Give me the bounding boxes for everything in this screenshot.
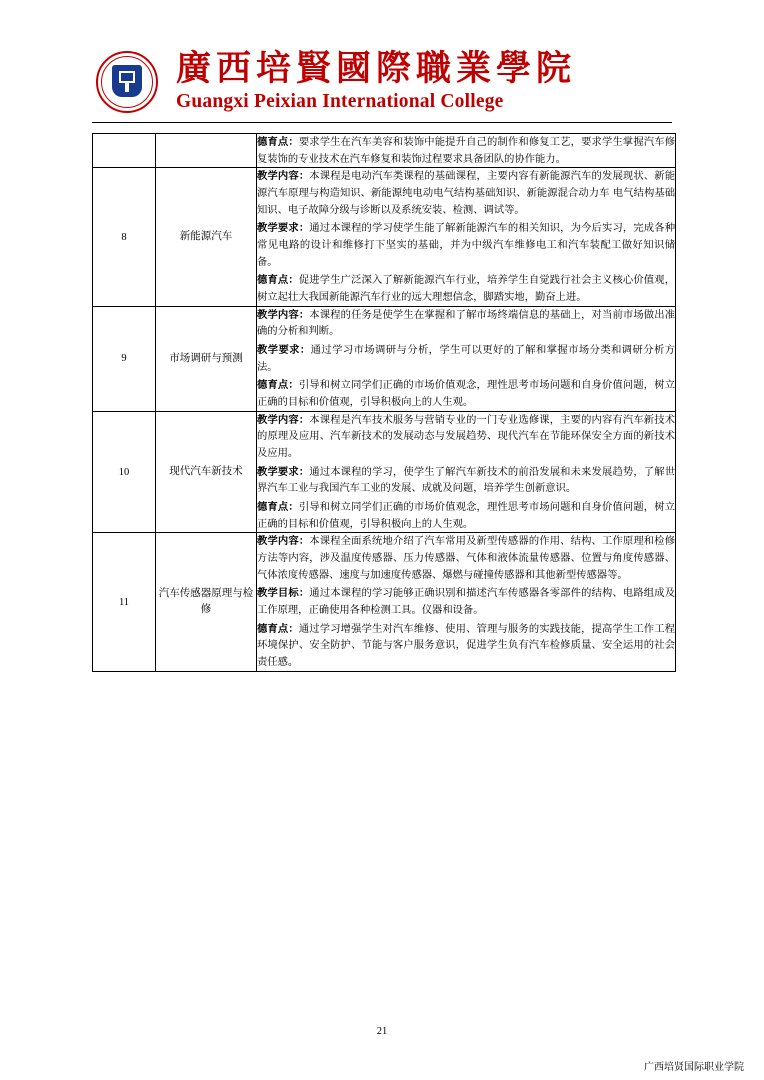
header-divider [92,122,672,123]
course-name: 市场调研与预测 [156,306,257,411]
description-paragraph [257,134,675,167]
paragraph-label: 德育点： [257,136,299,148]
paragraph-text: 通过本课程的学习，使学生了解汽车新技术的前沿发展和未来发展趋势，了解世界汽车工业与我国汽车工业的发展、成就及问题，培养学生创新意识。 [257,465,676,495]
page-number: 21 [376,1026,388,1037]
row-number: 11 [93,533,156,671]
college-english-title: Guangxi Peixian International College [176,91,504,113]
header-titles [172,49,672,115]
table-row [93,134,676,168]
paragraph-label: 德育点： [257,274,299,287]
paragraph-text: 本课程全面系统地介绍了汽车常用及新型传感器的作用、结构、工作原理和检修方法等内容，涉及温度传感器、压力传感器、气体和液体流量传感器、位置与角度传感器、气体浓度传感器、速度与加速度传感器、爆燃与碰撞传感器和其他新型传感器等。 [257,535,676,581]
paragraph-label: 教学要求： [257,344,311,357]
course-description [257,168,676,306]
paragraph-label: 德育点： [257,501,299,514]
description-paragraph [257,533,675,583]
description-paragraph [257,272,675,305]
course-description [257,533,676,671]
table-row [93,168,676,306]
paragraph-label: 德育点： [257,379,299,392]
row-number: 10 [93,411,156,533]
paragraph-text: 本课程是汽车技术服务与营销专业的一门专业选修课，主要的内容有汽车新技术的原理及应用、汽车新技术的发展动态与发展趋势、现代汽车在节能环保安全方面的新技术及应用。 [257,413,676,460]
college-crest-icon [92,49,164,115]
course-description [257,134,676,168]
table-row [93,306,676,411]
course-description [257,306,676,411]
footer-organization: 广西培贤国际职业学院 [644,1062,744,1073]
description-paragraph [257,585,675,618]
paragraph-label: 教学内容： [257,413,310,426]
paragraph-label: 教学要求： [257,222,310,235]
paragraph-label: 德育点： [257,622,299,635]
row-number: 9 [93,306,156,411]
paragraph-label: 教学要求： [257,465,310,478]
course-description [257,411,676,533]
description-paragraph [257,464,675,497]
course-name: 新能源汽车 [156,168,257,306]
paragraph-text: 通过学习增强学生对汽车维修、使用、管理与服务的实践技能，提高学生工作工程环境保护、安全防护、节能与客户服务意识，促进学生负有汽车检修质量、安全运用的社会责任感。 [257,622,676,669]
course-name: 现代汽车新技术 [156,411,257,533]
course-name [156,134,257,168]
paragraph-text: 通过本课程的学习能够正确识别和描述汽车传感器各零部件的结构、电路组成及工作原理，正确使用各种检测工具。仪器和设备。 [257,587,676,617]
document-header [92,44,672,120]
description-paragraph [257,342,675,375]
description-paragraph [257,220,675,270]
description-paragraph [257,307,675,340]
paragraph-text: 通过学习市场调研与分析，学生可以更好的了解和掌握市场分类和调研分析方法。 [257,344,676,373]
row-number: 8 [93,168,156,306]
paragraph-text: 引导和树立同学们正确的市场价值观念，理性思考市场问题和自身价值问题，树立正确的目标和价值观，引导积极向上的人生观。 [257,501,676,530]
paragraph-label: 教学内容： [257,308,310,321]
paragraph-text: 本课程的任务是使学生在掌握和了解市场终端信息的基础上，对当前市场做出准确的分析和判断。 [257,308,676,338]
description-paragraph [257,621,675,671]
description-paragraph [257,499,675,532]
paragraph-label: 教学目标： [257,587,310,600]
paragraph-text: 本课程是电动汽车类课程的基础课程，主要内容有新能源汽车的发展现状、新能源汽车原理与构造知识、新能源纯电动电气结构基础知识、新能源混合动力车 电气结构基础知识、电子故障分级与诊断以及系统安装、检测、调试等。 [257,170,676,216]
table-row [93,411,676,533]
description-paragraph [257,412,675,462]
paragraph-text: 引导和树立同学们正确的市场价值观念，理性思考市场问题和自身价值问题，树立正确的目标和价值观，引导积极向上的人生观。 [257,379,676,409]
paragraph-text: 通过本课程的学习使学生能了解新能源汽车的相关知识，为今后实习，完成各种常见电路的设计和维修打下坚实的基础，并为中级汽车维修电工和汽车装配工做好知识储备。 [257,222,676,268]
college-chinese-title: 廣西培賢國際職業學院 [176,48,577,90]
course-description-table [92,133,676,672]
paragraph-label: 教学内容： [257,170,310,183]
paragraph-text: 促进学生广泛深入了解新能源汽车行业，培养学生自觉践行社会主义核心价值观，树立起壮大我国新能源汽车行业的远大理想信念，脚踏实地，勤奋上进。 [257,274,676,304]
paragraph-text: 要求学生在汽车美容和装饰中能提升自己的制作和修复工艺，要求学生掌握汽车修复装饰的专业技术在汽车修复和装饰过程要求具备团队的协作能力。 [257,136,676,165]
description-paragraph [257,377,675,410]
row-number [93,134,156,168]
paragraph-label: 教学内容： [257,535,310,548]
table-row [93,533,676,671]
course-name: 汽车传感器原理与检修 [156,533,257,671]
description-paragraph [257,168,675,218]
